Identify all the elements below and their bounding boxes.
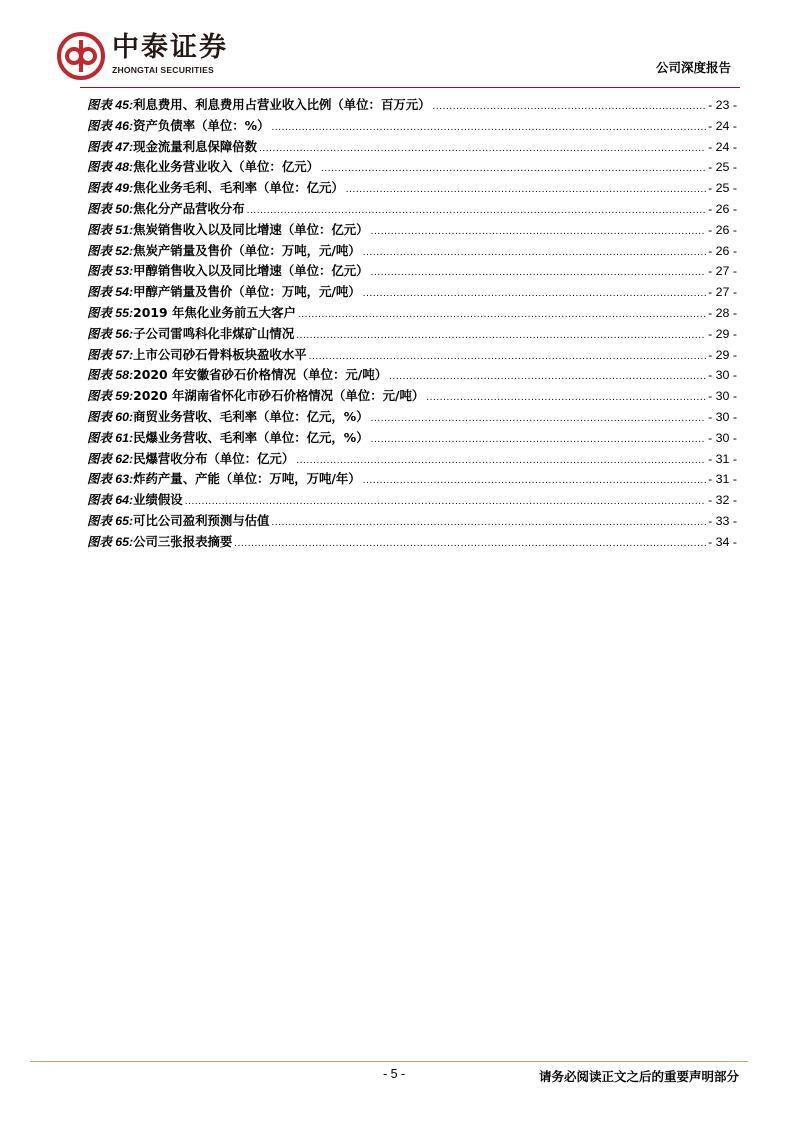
table-of-figures: [87, 95, 737, 553]
toc-entry[interactable]: [87, 407, 737, 428]
toc-entry-title: 商贸业务营收、毛利率（单位：亿元，%）: [133, 408, 369, 424]
toc-leader-dots: [426, 388, 706, 409]
toc-entry-title: 资产负债率（单位：%）: [133, 117, 270, 133]
toc-entry[interactable]: [87, 95, 737, 116]
toc-entry[interactable]: [87, 137, 737, 158]
logo-chinese-name: 中泰证券: [112, 32, 228, 63]
toc-entry-title: 焦炭销售收入以及同比增速（单位：亿元）: [133, 221, 369, 237]
toc-entry-title: 焦化业务毛利、毛利率（单位：亿元）: [133, 180, 344, 196]
toc-entry-label: 图表 62:: [87, 451, 134, 466]
toc-entry[interactable]: [87, 365, 737, 386]
page-number: - 5 -: [383, 1067, 406, 1081]
toc-leader-dots: [371, 409, 706, 430]
toc-entry-label: 图表 52:: [87, 243, 134, 258]
toc-leader-dots: [234, 534, 706, 555]
toc-entry[interactable]: [87, 490, 737, 511]
toc-entry-title: 民爆营收分布（单位：亿元）: [133, 450, 295, 466]
toc-leader-dots: [346, 180, 706, 201]
toc-entry-title: 甲醇产销量及售价（单位：万吨，元/吨）: [133, 284, 361, 300]
toc-leader-dots: [371, 430, 706, 451]
toc-entry-page: - 25 -: [708, 181, 737, 196]
toc-entry-label: 图表 49:: [87, 181, 134, 196]
toc-entry-page: - 30 -: [708, 389, 737, 404]
toc-leader-dots: [271, 513, 706, 534]
toc-entry-label: 图表 48:: [87, 160, 134, 175]
toc-entry[interactable]: [87, 178, 737, 199]
toc-leader-dots: [363, 284, 706, 305]
toc-entry-page: - 30 -: [708, 409, 737, 424]
toc-entry-page: - 32 -: [708, 493, 737, 508]
toc-entry-page: - 30 -: [708, 368, 737, 383]
toc-leader-dots: [321, 159, 706, 180]
toc-entry-page: - 23 -: [708, 98, 737, 112]
toc-entry-label: 图表 59:: [87, 389, 134, 404]
toc-entry-label: 图表 55:: [87, 305, 134, 320]
toc-entry-page: - 29 -: [708, 326, 737, 341]
footer-disclaimer: 请务必阅读正文之后的重要声明部分: [538, 1069, 739, 1084]
toc-entry-title: 利息费用、利息费用占营业收入比例（单位：百万元）: [133, 97, 431, 112]
toc-entry-label: 图表 58:: [87, 368, 134, 383]
report-type: 公司深度报告: [655, 60, 731, 75]
toc-entry-title: 子公司雷鸣科化非煤矿山情况: [133, 325, 295, 341]
toc-entry-page: - 27 -: [708, 264, 737, 279]
toc-entry-page: - 26 -: [708, 222, 737, 237]
toc-entry[interactable]: [87, 241, 737, 262]
toc-entry-label: 图表 51:: [87, 222, 134, 237]
logo-english-name: ZHONGTAI SECURITIES: [112, 65, 214, 75]
toc-entry[interactable]: [87, 157, 737, 178]
header-divider: [80, 87, 740, 88]
toc-entry-title: 公司三张报表摘要: [133, 533, 233, 549]
page-header: [0, 0, 793, 90]
toc-entry-title: 2019 年焦化业务前五大客户: [133, 304, 296, 320]
toc-entry-page: - 29 -: [708, 347, 737, 362]
toc-entry-label: 图表 54:: [87, 285, 134, 300]
toc-leader-dots: [296, 451, 706, 472]
toc-entry-title: 焦炭产销量及售价（单位：万吨，元/吨）: [133, 242, 361, 258]
toc-entry-label: 图表 64:: [87, 493, 134, 508]
toc-leader-dots: [296, 326, 706, 347]
toc-leader-dots: [363, 243, 706, 264]
toc-leader-dots: [298, 305, 706, 326]
toc-entry-label: 图表 45:: [87, 98, 134, 112]
toc-leader-dots: [371, 222, 707, 243]
toc-entry-page: - 30 -: [708, 430, 737, 445]
toc-entry-title: 上市公司砂石骨料板块盈收水平: [133, 346, 307, 362]
toc-entry-label: 图表 65:: [87, 534, 134, 549]
toc-entry-title: 可比公司盈利预测与估值: [133, 512, 270, 528]
toc-entry-label: 图表 61:: [87, 430, 134, 445]
toc-entry-title: 现金流量利息保障倍数: [133, 138, 258, 154]
toc-leader-dots: [371, 263, 707, 284]
toc-entry-page: - 31 -: [708, 472, 737, 487]
toc-entry-page: - 26 -: [708, 201, 737, 216]
toc-leader-dots: [309, 347, 706, 368]
toc-entry[interactable]: [87, 469, 737, 490]
toc-entry-label: 图表 60:: [87, 409, 134, 424]
toc-entry-page: - 24 -: [708, 139, 737, 154]
toc-entry-title: 业绩假设: [133, 492, 183, 508]
toc-entry-page: - 26 -: [708, 243, 737, 258]
toc-entry-page: - 24 -: [708, 118, 737, 133]
toc-entry[interactable]: [87, 116, 737, 137]
toc-entry-label: 图表 46:: [87, 118, 134, 133]
toc-entry[interactable]: [87, 261, 737, 282]
zhongtai-logo-icon: [57, 32, 105, 80]
toc-entry-title: 2020 年湖南省怀化市砂石价格情况（单位：元/吨）: [133, 388, 425, 404]
toc-leader-dots: [271, 118, 706, 139]
toc-leader-dots: [185, 492, 706, 513]
toc-entry[interactable]: [87, 511, 737, 532]
toc-entry-label: 图表 50:: [87, 201, 134, 216]
toc-entry[interactable]: [87, 449, 737, 470]
toc-entry-page: - 27 -: [708, 285, 737, 300]
toc-entry-label: 图表 65:: [87, 513, 134, 528]
toc-entry-title: 焦化业务营业收入（单位：亿元）: [133, 159, 319, 175]
toc-entry[interactable]: [87, 282, 737, 303]
toc-entry-page: - 25 -: [708, 160, 737, 175]
toc-entry-title: 炸药产量、产能（单位：万吨，万吨/年）: [133, 471, 361, 487]
toc-entry-page: - 31 -: [708, 451, 737, 466]
toc-entry-page: - 33 -: [708, 513, 737, 528]
toc-entry[interactable]: [87, 345, 737, 366]
toc-entry[interactable]: [87, 386, 737, 407]
toc-entry-title: 甲醇销售收入以及同比增速（单位：亿元）: [133, 263, 369, 279]
toc-entry[interactable]: [87, 220, 737, 241]
toc-entry[interactable]: [87, 532, 737, 553]
toc-entry-label: 图表 56:: [87, 326, 134, 341]
toc-entry-label: 图表 53:: [87, 264, 134, 279]
toc-leader-dots: [247, 201, 706, 222]
toc-leader-dots: [363, 471, 706, 492]
toc-entry[interactable]: [87, 428, 737, 449]
toc-entry[interactable]: [87, 324, 737, 345]
toc-entry[interactable]: [87, 199, 737, 220]
footer-divider: [30, 1061, 748, 1062]
toc-entry-title: 焦化分产品营收分布: [133, 200, 245, 216]
toc-entry-page: - 34 -: [708, 534, 737, 549]
toc-entry-title: 民爆业务营收、毛利率（单位：亿元，%）: [133, 429, 369, 445]
toc-leader-dots: [389, 367, 706, 388]
toc-entry-label: 图表 57:: [87, 347, 134, 362]
toc-entry-label: 图表 63:: [87, 472, 134, 487]
toc-entry[interactable]: [87, 303, 737, 324]
toc-entry-page: - 28 -: [708, 305, 737, 320]
toc-leader-dots: [259, 139, 706, 160]
toc-leader-dots: [433, 97, 707, 118]
toc-entry-title: 2020 年安徽省砂石价格情况（单位：元/吨）: [133, 367, 388, 383]
toc-entry-label: 图表 47:: [87, 139, 134, 154]
